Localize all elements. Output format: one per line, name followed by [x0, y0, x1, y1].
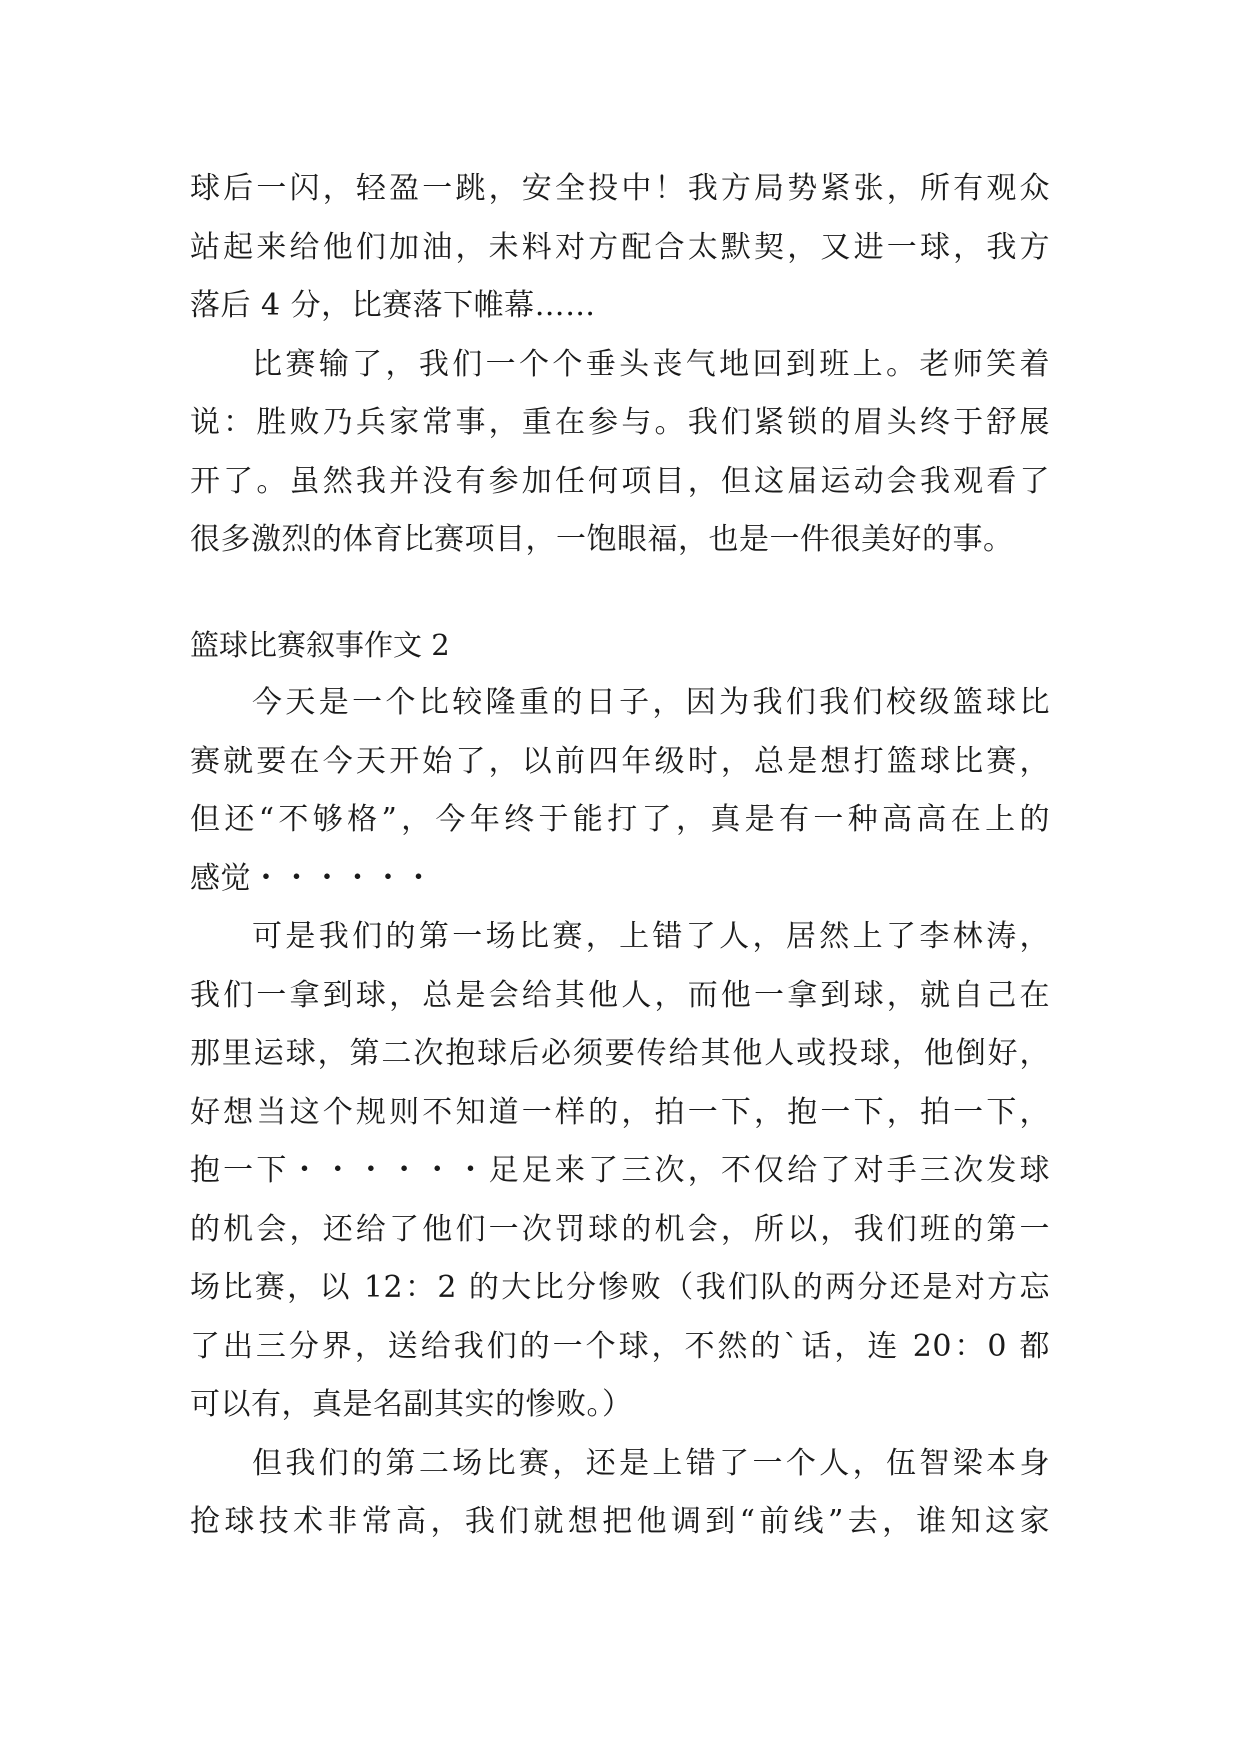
text-line: 很多激烈的体育比赛项目，一饱眼福，也是一件很美好的事。: [190, 522, 1014, 557]
text-line: 抢球技术非常高，我们就想把他调到“前线”去，谁知这家: [190, 1504, 1050, 1539]
text-line: 场比赛，以 12：2 的大比分惨败（我们队的两分还是对方忘: [190, 1270, 1050, 1305]
paragraph-3: [190, 674, 1050, 908]
document-body: [190, 160, 1050, 1552]
text-line: 赛就要在今天开始了，以前四年级时，总是想打篮球比赛，: [190, 743, 1050, 779]
paragraph-4: [190, 908, 1050, 1435]
paragraph-1: [190, 160, 1050, 336]
text-line: 可以有，真是名副其实的惨败。）: [190, 1387, 633, 1422]
text-line: 说：胜败乃兵家常事，重在参与。我们紧锁的眉头终于舒展: [190, 405, 1050, 440]
text-line: 了出三分界，送给我们的一个球，不然的`话，连 20：0 都: [190, 1328, 1050, 1364]
text-line: 但还“不够格”，今年终于能打了，真是有一种高高在上的: [190, 802, 1050, 837]
text-line: 比赛输了，我们一个个垂头丧气地回到班上。老师笑着: [252, 346, 1050, 382]
text-line: 球后一闪，轻盈一跳，安全投中！我方局势紧张，所有观众: [190, 171, 1050, 206]
text-line: 好想当这个规则不知道一样的，拍一下，抱一下，拍一下，: [190, 1094, 1050, 1130]
paragraph-5: [190, 1435, 1050, 1552]
text-line: 站起来给他们加油，未料对方配合太默契，又进一球，我方: [190, 229, 1050, 265]
text-line: 抱一下・・・・・・足足来了三次，不仅给了对手三次发球: [190, 1153, 1050, 1188]
text-line: 今天是一个比较隆重的日子，因为我们我们校级篮球比: [252, 685, 1050, 720]
text-line: 感觉・・・・・・: [190, 860, 434, 896]
text-line: 但我们的第二场比赛，还是上错了一个人，伍智梁本身: [252, 1445, 1050, 1481]
text-line: 落后 4 分，比赛落下帷幕……: [190, 288, 596, 323]
paragraph-2: [190, 336, 1050, 570]
section-heading: 篮球比赛叙事作文 2: [190, 627, 450, 662]
text-line: 的机会，还给了他们一次罚球的机会，所以，我们班的第一: [190, 1211, 1050, 1247]
text-line: 那里运球，第二次抱球后必须要传给其他人或投球，他倒好，: [190, 1036, 1050, 1071]
text-line: 我们一拿到球，总是会给其他人，而他一拿到球，就自己在: [190, 977, 1050, 1013]
section-gap: [190, 570, 1050, 616]
text-line: 可是我们的第一场比赛，上错了人，居然上了李林涛，: [252, 919, 1050, 954]
text-line: 开了。虽然我并没有参加任何项目，但这届运动会我观看了: [190, 463, 1050, 499]
